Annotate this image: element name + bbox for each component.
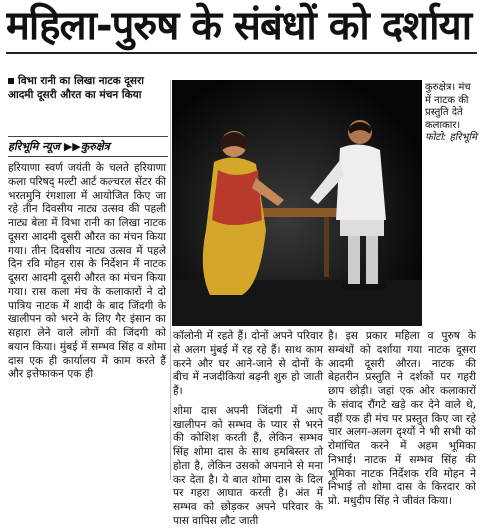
photo-caption	[425, 82, 479, 145]
byline-source: हरिभूमि न्यूज	[8, 140, 60, 153]
paragraph: हरियाणा स्वर्ण जयंती के चलते हरियाणा कला परिषद् मल्टी आर्ट कल्चरल सेंटर की भरतमुनि रंगशाला में आयोजित किए जा रहे तीन दिवसीय नाट्य उत्सव की पहली नाट्य बेला में विभा रानी का लिखा नाटक दूसरा आदमी दूसरी औरत का मंचन किया गया। तीन दिवसीय नाट्य उत्सव में पहले दिन रवि मोहन रास के निर्देशन में नाटक दूसरा आदमी दूसरी औरत का मंचन किया गया। रास कला मंच के कलाकारों ने दो पात्रिय नाटक में शादी के बाद जिंदगी के खालीपन को भरने के लिए गैर इंसान का सहारा लेने वाले लोगों की जिंदगी को बयान किया। मुंबई में सम्भव सिंह व शोमा दास एक ही कार्यालय में काम करते हैं और इत्तेफाकन एक ही	[8, 162, 166, 381]
caption-text: कुरुक्षेत्र। मंच में नाटक की प्रस्तुति देते कलाकार।	[425, 82, 471, 131]
headline-rule	[6, 52, 477, 54]
byline-rule-bottom	[8, 156, 168, 157]
body-column-1	[8, 162, 166, 382]
paragraph: शोमा दास अपनी जिंदगी में आए खालीपन को सम्भव के प्यार से भरने की कोशिश करती हैं, लेकिन सम्भव सिंह शोमा दास के साथ हमबिस्तर तो होता है, लेकिन उसको अपनाने से मना कर देता है। ये बात शोमा दास के दिल पर गहरा आघात करती है। अंत में सम्भव को छोड़कर अपने परिवार के पास वापिस लौट जाती	[173, 404, 323, 527]
byline-arrows-icon: ▶▶	[63, 140, 81, 153]
headline: महिला-पुरुष के संबंधों को दर्शाया	[6, 3, 472, 49]
paragraph: कॉलोनी में रहते हैं। दोनों अपने परिवार से अलग मुंबई में रह रहे हैं। साथ काम करने और घर आने-जाने से दोनों के बीच में नजदीकियां बढ़नी शुरु हो जाती हैं।	[173, 330, 323, 397]
stage-photo	[172, 80, 422, 326]
deck-text: विभा रानी का लिखा नाटक दूसरा आदमी दूसरी औरत का मंचन किया	[8, 75, 145, 101]
byline-city: कुरुक्षेत्र	[80, 140, 110, 153]
bullet-square-icon	[8, 78, 14, 84]
column-divider	[170, 80, 171, 480]
stage-photo-image	[172, 80, 422, 326]
deck	[8, 74, 168, 102]
body-column-3	[328, 330, 476, 509]
byline	[8, 139, 168, 154]
body-column-2	[173, 330, 323, 529]
paragraph: है। इस प्रकार महिला व पुरुष के सम्बंधों को दर्शाया गया नाटक दूसरा आदमी दूसरी औरत। नाटक की बेहतरीन प्रस्तुति ने दर्शकों पर गहरी छाप छोड़ी। जहां एक ओर कलाकारों के संवाद रौंगटे खड़े कर देने वाले थे, वहीं एक ही मंच पर प्रस्तुत किए जा रहे चार अलग-अलग दृश्यों ने भी सभी को रोमांचित करने में अहम भूमिका निभाई। नाटक में सम्भव सिंह की भूमिका नाटक निर्देशक रवि मोहन ने निभाई तो शोमा दास के किरदार को प्रो. मधुदीप सिंह ने जीवंत किया।	[328, 330, 476, 507]
photo-credit: फोटो: हरिभूमि	[425, 132, 478, 143]
byline-rule-top	[8, 136, 168, 137]
